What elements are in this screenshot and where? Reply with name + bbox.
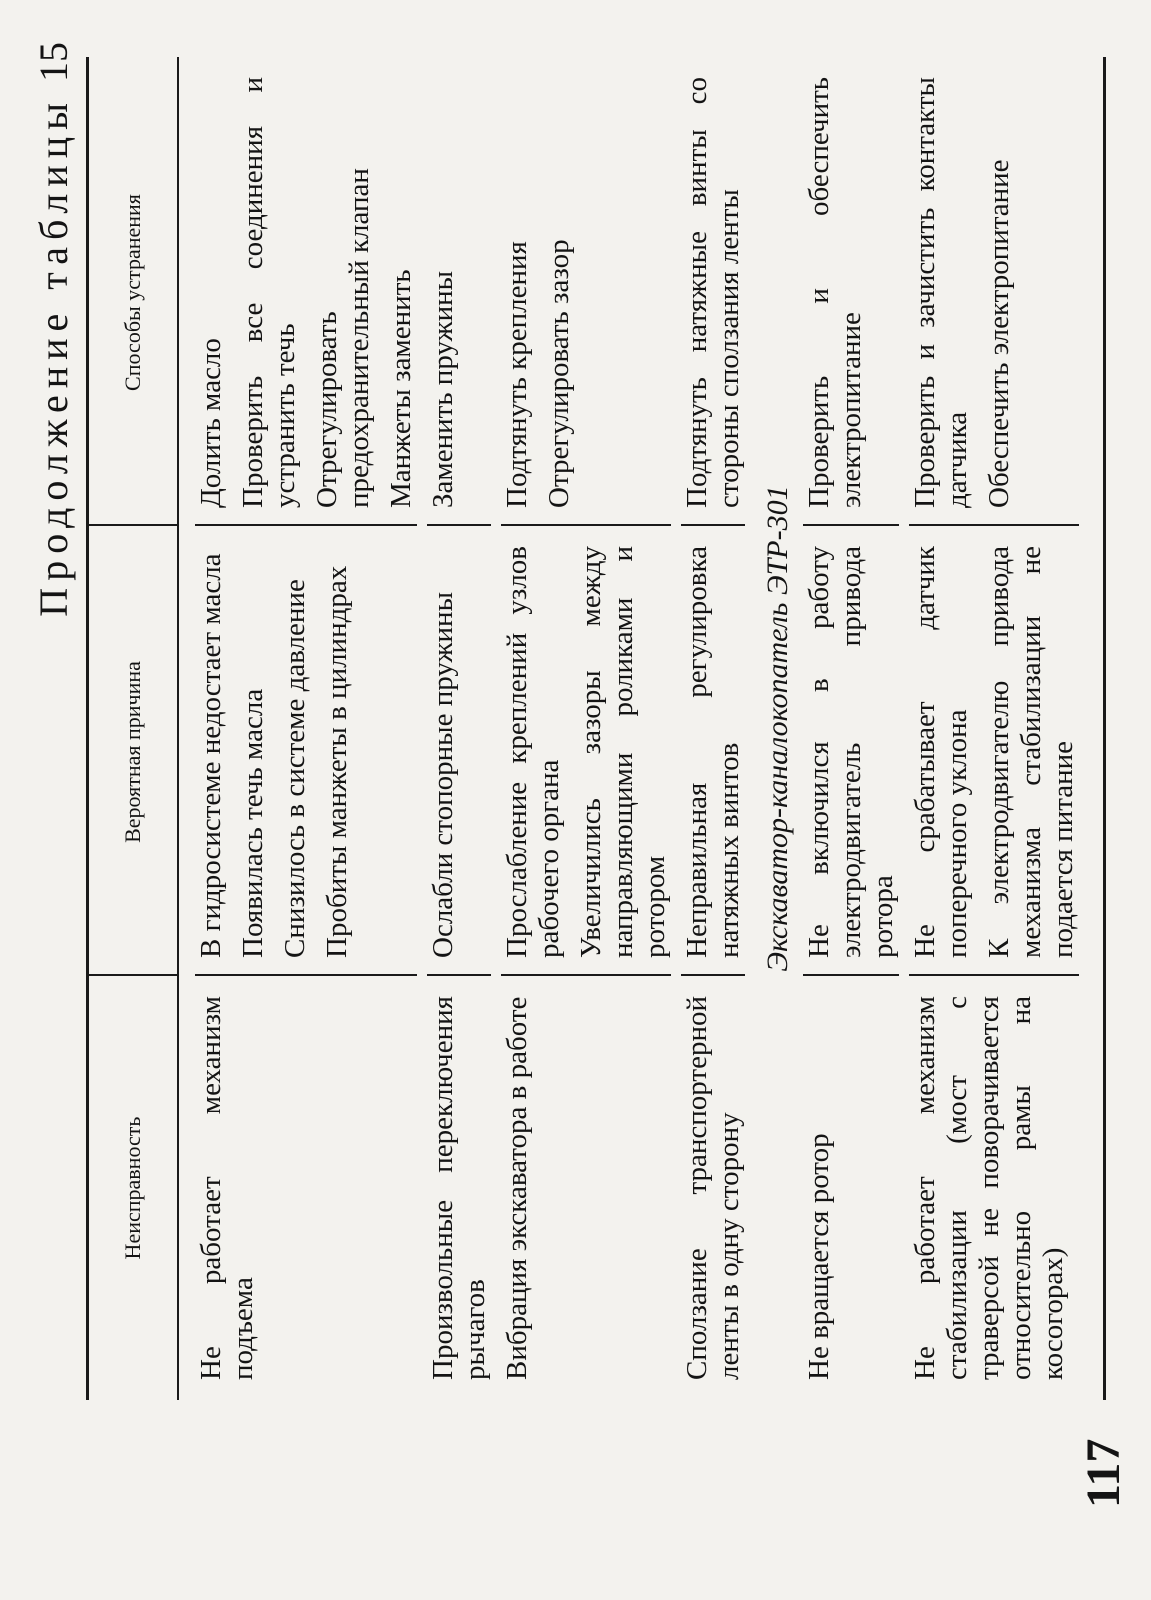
remedy-cell (681, 57, 745, 526)
cause-cell (803, 526, 899, 976)
remedy-text: Манжеты заменить (385, 269, 417, 508)
table-row (681, 57, 745, 1400)
remedy-text: Проверить все соединения и устранить течь (237, 77, 301, 508)
cause-cell (427, 526, 491, 976)
running-head-table-number: 15 (31, 42, 76, 82)
cause-text: Увеличились зазоры между направляющими роликами и ротором (575, 546, 671, 958)
remedy-cell (195, 57, 417, 526)
remedy-cell (501, 57, 671, 526)
row-spacer (745, 57, 755, 1400)
running-head (30, 42, 77, 617)
remedy-text: Обеспечить электропитание (983, 159, 1015, 508)
fault-cell: Не вращается ротор (803, 1133, 835, 1380)
cause-text: Прослабление креплений узлов рабочего органа (501, 546, 565, 958)
column-header-cause: Вероятная причина (89, 526, 177, 976)
row-spacer (671, 57, 681, 1400)
cause-text: Не срабатывает датчик поперечного уклона (909, 546, 973, 958)
running-head-title: Продолжение таблицы (31, 96, 76, 617)
fault-cell: Произвольные переключения рычагов (427, 996, 491, 1380)
row-spacer (491, 57, 501, 1400)
cause-cell (681, 526, 745, 976)
remedy-cell (803, 57, 899, 526)
cause-text: Не включился в работу электродвигатель привода ротора (803, 546, 899, 958)
row-spacer (1079, 57, 1089, 1400)
table-row (501, 57, 671, 1400)
fault-cell: Вибрация экскаватора в работе (501, 996, 533, 1380)
remedy-cell (427, 57, 491, 526)
column-header-fault: Неисправность (120, 1116, 145, 1260)
cause-text: К электродвигателю привода механизма стабилизации не подается питание (983, 546, 1079, 958)
remedy-text: Проверить и обеспечить электропитание (803, 77, 867, 508)
table-row (909, 57, 1079, 1400)
fault-cell: Не работает механизм стабилизации (мост с траверсой не поворачивается относительно рамы на косогорах) (909, 996, 1069, 1380)
section-table-body (803, 57, 1089, 1400)
header-rule (177, 57, 179, 1400)
cause-text: Ослабли стопорные пружины (427, 591, 459, 958)
table-row (803, 57, 899, 1400)
remedy-text: Проверить и зачистить контакты датчика (909, 77, 973, 508)
remedy-text: Подтянуть крепления (501, 241, 533, 508)
cause-text: Пробиты манжеты в цилиндрах (321, 565, 353, 958)
remedy-text: Отрегулировать зазор (543, 239, 575, 508)
remedy-text: Отрегулировать предохранительный клапан (311, 168, 375, 508)
table-bottom-rule (1103, 57, 1106, 1400)
cause-cell (195, 526, 417, 976)
cause-text: В гидросистеме недостает масла (195, 553, 227, 958)
table-row (427, 57, 491, 1400)
remedy-text: Заменить пружины (427, 270, 459, 508)
remedy-text: Долить масло (195, 338, 227, 508)
troubleshooting-table (86, 57, 1106, 1400)
fault-cell: Сползание транспортерной ленты в одну сторону (681, 996, 745, 1380)
column-header-remedy: Способы устранения (89, 57, 177, 526)
row-spacer (417, 57, 427, 1400)
table-body (195, 57, 755, 1400)
fault-cell: Не работает механизм подъема (195, 996, 259, 1380)
table-header-row (89, 57, 177, 1400)
row-spacer (899, 57, 909, 1400)
section-title: Экскаватор-каналокопатель ЭТР-301 (761, 485, 794, 972)
remedy-text: Подтянуть натяжные винты со стороны сползания ленты (681, 77, 745, 508)
remedy-cell (909, 57, 1079, 526)
cause-text: Неправильная регулировка натяжных винтов (681, 546, 745, 958)
table-row (195, 57, 417, 1400)
cause-cell (501, 526, 671, 976)
cause-text: Появилась течь масла (237, 688, 269, 958)
cause-cell (909, 526, 1079, 976)
page-number: 117 (1077, 1438, 1130, 1508)
cause-text: Снизилось в системе давление (279, 579, 311, 958)
